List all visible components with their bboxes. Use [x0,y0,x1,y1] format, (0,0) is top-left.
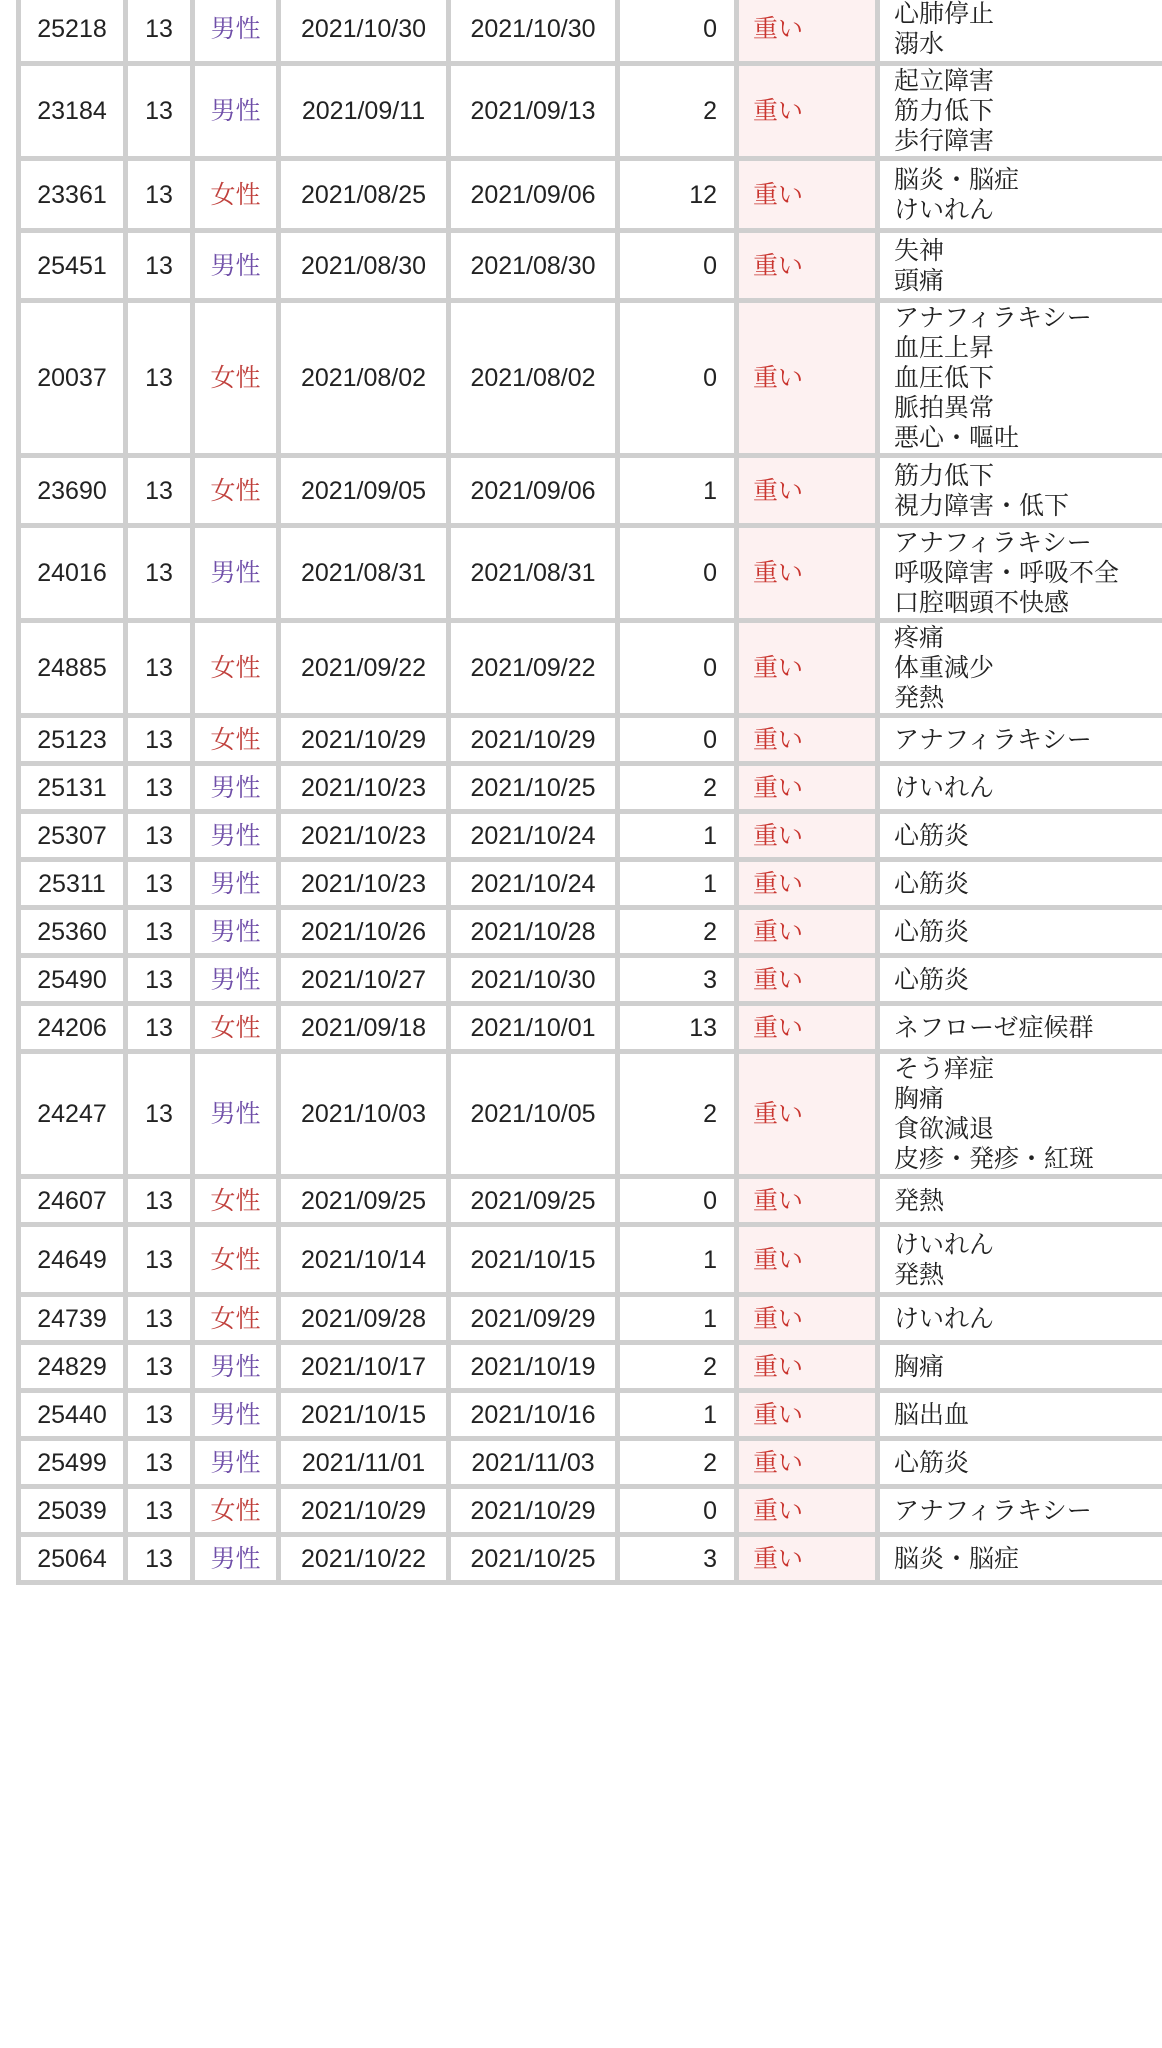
report-id-cell: 24739 [19,1295,126,1343]
symptoms-cell: 心肺停止 溺水 [878,0,1162,64]
symptoms-cell: 脳炎・脳症 けいれん [878,159,1162,231]
vaccination-date-cell: 2021/09/05 [279,456,449,526]
report-id-cell: 25307 [19,812,126,860]
table-row [19,231,1162,301]
symptoms-cell: 心筋炎 [878,956,1162,1004]
sex-cell: 男性 [193,1391,279,1439]
symptoms-cell: 疼痛 体重減少 発熱 [878,621,1162,716]
vaccination-date-cell: 2021/09/28 [279,1295,449,1343]
symptoms-cell: 心筋炎 [878,860,1162,908]
severity-cell: 重い [737,456,878,526]
onset-date-cell: 2021/10/16 [449,1391,618,1439]
severity-cell: 重い [737,956,878,1004]
vaccination-date-cell: 2021/08/31 [279,526,449,621]
report-id-cell: 25123 [19,716,126,764]
days-to-onset-cell: 2 [618,1052,737,1177]
severity-cell: 重い [737,1391,878,1439]
table-row [19,1535,1162,1583]
days-to-onset-cell: 1 [618,1295,737,1343]
report-id-cell: 24247 [19,1052,126,1177]
symptoms-cell: 発熱 [878,1177,1162,1225]
age-cell: 13 [126,764,193,812]
onset-date-cell: 2021/09/22 [449,621,618,716]
age-cell: 13 [126,716,193,764]
onset-date-cell: 2021/10/28 [449,908,618,956]
symptoms-cell: 起立障害 筋力低下 歩行障害 [878,64,1162,159]
report-id-cell: 23690 [19,456,126,526]
symptoms-cell: 脳炎・脳症 [878,1535,1162,1583]
report-id-cell: 23361 [19,159,126,231]
symptoms-cell: 脳出血 [878,1391,1162,1439]
report-id-cell: 25451 [19,231,126,301]
vaccination-date-cell: 2021/10/23 [279,812,449,860]
sex-cell: 男性 [193,0,279,64]
sex-cell: 男性 [193,1439,279,1487]
severity-cell: 重い [737,159,878,231]
age-cell: 13 [126,159,193,231]
sex-cell: 男性 [193,64,279,159]
onset-date-cell: 2021/10/24 [449,860,618,908]
table-row [19,908,1162,956]
days-to-onset-cell: 0 [618,716,737,764]
vaccination-date-cell: 2021/10/23 [279,764,449,812]
sex-cell: 女性 [193,621,279,716]
age-cell: 13 [126,621,193,716]
sex-cell: 男性 [193,812,279,860]
report-id-cell: 25039 [19,1487,126,1535]
table-row [19,1391,1162,1439]
days-to-onset-cell: 0 [618,0,737,64]
report-id-cell: 24607 [19,1177,126,1225]
vaccination-date-cell: 2021/10/14 [279,1225,449,1295]
symptoms-cell: けいれん 発熱 [878,1225,1162,1295]
age-cell: 13 [126,1487,193,1535]
adverse-event-table [16,0,1162,1585]
sex-cell: 女性 [193,1487,279,1535]
report-id-cell: 20037 [19,301,126,456]
symptoms-cell: けいれん [878,1295,1162,1343]
sex-cell: 女性 [193,1295,279,1343]
onset-date-cell: 2021/11/03 [449,1439,618,1487]
onset-date-cell: 2021/10/30 [449,956,618,1004]
severity-cell: 重い [737,1295,878,1343]
age-cell: 13 [126,64,193,159]
days-to-onset-cell: 1 [618,456,737,526]
age-cell: 13 [126,1052,193,1177]
sex-cell: 男性 [193,526,279,621]
symptoms-cell: 筋力低下 視力障害・低下 [878,456,1162,526]
onset-date-cell: 2021/10/30 [449,0,618,64]
symptoms-cell: 心筋炎 [878,1439,1162,1487]
symptoms-cell: アナフィラキシー [878,716,1162,764]
days-to-onset-cell: 1 [618,1225,737,1295]
age-cell: 13 [126,1004,193,1052]
days-to-onset-cell: 0 [618,231,737,301]
age-cell: 13 [126,860,193,908]
vaccination-date-cell: 2021/09/18 [279,1004,449,1052]
onset-date-cell: 2021/10/29 [449,1487,618,1535]
report-id-cell: 23184 [19,64,126,159]
table-row [19,1343,1162,1391]
age-cell: 13 [126,1535,193,1583]
symptoms-cell: 心筋炎 [878,812,1162,860]
symptoms-cell: 心筋炎 [878,908,1162,956]
age-cell: 13 [126,1439,193,1487]
symptoms-cell: 胸痛 [878,1343,1162,1391]
sex-cell: 男性 [193,231,279,301]
severity-cell: 重い [737,764,878,812]
report-id-cell: 24885 [19,621,126,716]
severity-cell: 重い [737,812,878,860]
age-cell: 13 [126,1343,193,1391]
table-row [19,621,1162,716]
onset-date-cell: 2021/10/29 [449,716,618,764]
vaccination-date-cell: 2021/10/26 [279,908,449,956]
vaccination-date-cell: 2021/10/29 [279,716,449,764]
severity-cell: 重い [737,621,878,716]
table-row [19,1004,1162,1052]
vaccination-date-cell: 2021/10/15 [279,1391,449,1439]
days-to-onset-cell: 0 [618,301,737,456]
age-cell: 13 [126,956,193,1004]
severity-cell: 重い [737,1439,878,1487]
severity-cell: 重い [737,1004,878,1052]
age-cell: 13 [126,1225,193,1295]
report-id-cell: 25499 [19,1439,126,1487]
report-id-cell: 25311 [19,860,126,908]
sex-cell: 女性 [193,716,279,764]
symptoms-cell: そう痒症 胸痛 食欲減退 皮疹・発疹・紅斑 [878,1052,1162,1177]
onset-date-cell: 2021/10/24 [449,812,618,860]
table-row [19,159,1162,231]
sex-cell: 男性 [193,908,279,956]
table-row [19,1295,1162,1343]
vaccination-date-cell: 2021/09/25 [279,1177,449,1225]
severity-cell: 重い [737,1535,878,1583]
days-to-onset-cell: 0 [618,1487,737,1535]
severity-cell: 重い [737,0,878,64]
table-row [19,1052,1162,1177]
age-cell: 13 [126,456,193,526]
days-to-onset-cell: 3 [618,1535,737,1583]
sex-cell: 女性 [193,456,279,526]
days-to-onset-cell: 1 [618,812,737,860]
table-row [19,0,1162,64]
sex-cell: 女性 [193,301,279,456]
vaccination-date-cell: 2021/10/03 [279,1052,449,1177]
onset-date-cell: 2021/10/25 [449,764,618,812]
severity-cell: 重い [737,231,878,301]
age-cell: 13 [126,1295,193,1343]
vaccination-date-cell: 2021/08/25 [279,159,449,231]
onset-date-cell: 2021/10/05 [449,1052,618,1177]
sex-cell: 男性 [193,860,279,908]
vaccination-date-cell: 2021/10/30 [279,0,449,64]
days-to-onset-cell: 2 [618,764,737,812]
table-row [19,764,1162,812]
table-row [19,956,1162,1004]
sex-cell: 女性 [193,1004,279,1052]
age-cell: 13 [126,812,193,860]
table-row [19,1177,1162,1225]
days-to-onset-cell: 0 [618,621,737,716]
vaccination-date-cell: 2021/09/11 [279,64,449,159]
vaccination-date-cell: 2021/10/17 [279,1343,449,1391]
days-to-onset-cell: 2 [618,1439,737,1487]
age-cell: 13 [126,526,193,621]
sex-cell: 男性 [193,1052,279,1177]
onset-date-cell: 2021/10/25 [449,1535,618,1583]
vaccination-date-cell: 2021/08/30 [279,231,449,301]
onset-date-cell: 2021/10/19 [449,1343,618,1391]
report-id-cell: 24649 [19,1225,126,1295]
severity-cell: 重い [737,1487,878,1535]
table-row [19,456,1162,526]
table-row [19,64,1162,159]
days-to-onset-cell: 2 [618,1343,737,1391]
report-id-cell: 25360 [19,908,126,956]
vaccination-date-cell: 2021/10/23 [279,860,449,908]
sex-cell: 女性 [193,159,279,231]
report-id-cell: 24206 [19,1004,126,1052]
table-row [19,301,1162,456]
onset-date-cell: 2021/09/25 [449,1177,618,1225]
vaccination-date-cell: 2021/11/01 [279,1439,449,1487]
severity-cell: 重い [737,64,878,159]
vaccination-date-cell: 2021/10/27 [279,956,449,1004]
days-to-onset-cell: 0 [618,526,737,621]
sex-cell: 男性 [193,956,279,1004]
table-row [19,1487,1162,1535]
sex-cell: 男性 [193,1535,279,1583]
days-to-onset-cell: 0 [618,1177,737,1225]
report-id-cell: 25218 [19,0,126,64]
table-row [19,860,1162,908]
table-row [19,812,1162,860]
severity-cell: 重い [737,526,878,621]
onset-date-cell: 2021/08/02 [449,301,618,456]
onset-date-cell: 2021/09/06 [449,159,618,231]
days-to-onset-cell: 13 [618,1004,737,1052]
days-to-onset-cell: 2 [618,64,737,159]
table-row [19,716,1162,764]
age-cell: 13 [126,1391,193,1439]
vaccination-date-cell: 2021/08/02 [279,301,449,456]
vaccination-date-cell: 2021/10/29 [279,1487,449,1535]
age-cell: 13 [126,908,193,956]
symptoms-cell: ネフローゼ症候群 [878,1004,1162,1052]
sex-cell: 男性 [193,1343,279,1391]
severity-cell: 重い [737,301,878,456]
table-body [19,0,1162,1583]
symptoms-cell: けいれん [878,764,1162,812]
severity-cell: 重い [737,1343,878,1391]
age-cell: 13 [126,1177,193,1225]
onset-date-cell: 2021/09/29 [449,1295,618,1343]
age-cell: 13 [126,301,193,456]
report-id-cell: 24829 [19,1343,126,1391]
days-to-onset-cell: 12 [618,159,737,231]
days-to-onset-cell: 2 [618,908,737,956]
vaccination-date-cell: 2021/10/22 [279,1535,449,1583]
severity-cell: 重い [737,1225,878,1295]
vaccination-date-cell: 2021/09/22 [279,621,449,716]
days-to-onset-cell: 1 [618,860,737,908]
days-to-onset-cell: 1 [618,1391,737,1439]
severity-cell: 重い [737,1177,878,1225]
age-cell: 13 [126,231,193,301]
report-id-cell: 24016 [19,526,126,621]
severity-cell: 重い [737,716,878,764]
report-id-cell: 25064 [19,1535,126,1583]
report-id-cell: 25440 [19,1391,126,1439]
symptoms-cell: 失神 頭痛 [878,231,1162,301]
onset-date-cell: 2021/10/01 [449,1004,618,1052]
onset-date-cell: 2021/09/06 [449,456,618,526]
report-id-cell: 25131 [19,764,126,812]
onset-date-cell: 2021/10/15 [449,1225,618,1295]
table-row [19,1439,1162,1487]
sex-cell: 男性 [193,764,279,812]
onset-date-cell: 2021/09/13 [449,64,618,159]
symptoms-cell: アナフィラキシー 呼吸障害・呼吸不全 口腔咽頭不快感 [878,526,1162,621]
severity-cell: 重い [737,1052,878,1177]
sex-cell: 女性 [193,1225,279,1295]
table-row [19,526,1162,621]
symptoms-cell: アナフィラキシー [878,1487,1162,1535]
severity-cell: 重い [737,860,878,908]
severity-cell: 重い [737,908,878,956]
days-to-onset-cell: 3 [618,956,737,1004]
onset-date-cell: 2021/08/30 [449,231,618,301]
symptoms-cell: アナフィラキシー 血圧上昇 血圧低下 脈拍異常 悪心・嘔吐 [878,301,1162,456]
age-cell: 13 [126,0,193,64]
table-row [19,1225,1162,1295]
sex-cell: 女性 [193,1177,279,1225]
report-id-cell: 25490 [19,956,126,1004]
onset-date-cell: 2021/08/31 [449,526,618,621]
